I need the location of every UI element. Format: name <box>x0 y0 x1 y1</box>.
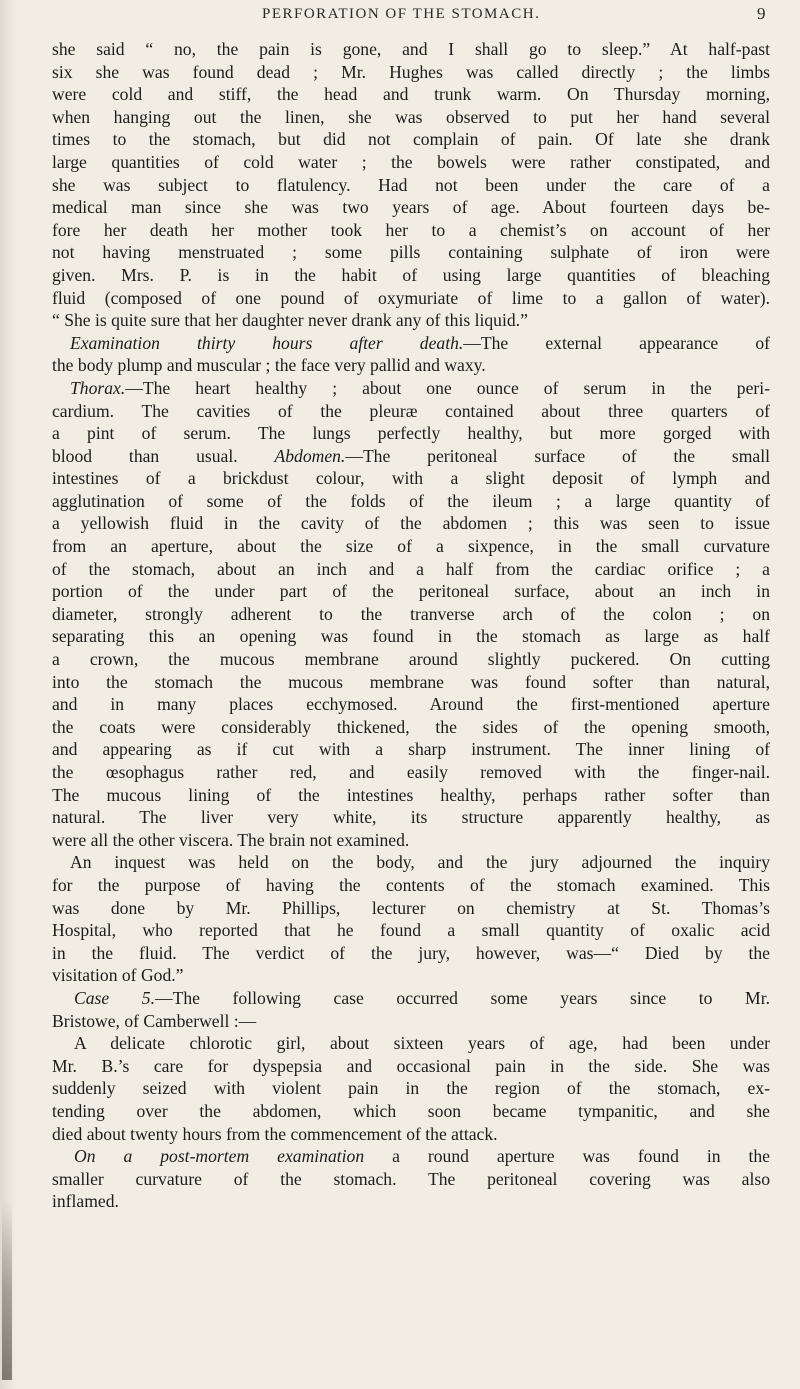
text-line: when hanging out the linen, she was observed to put her hand several <box>52 106 770 127</box>
text-line: the coats were considerably thickened, the sides of the opening smooth, <box>52 716 770 737</box>
text-line: of the stomach, about an inch and a half from the cardiac orifice ; a <box>52 558 770 579</box>
text-line: natural. The liver very white, its structure apparently healthy, as <box>52 807 770 828</box>
text-line: were all the other viscera. The brain not examined. <box>52 829 410 850</box>
text-line: tending over the abdomen, which soon became tympanitic, and she <box>52 1100 770 1121</box>
text-line: fore her death her mother took her to a chemist’s on account of her <box>52 219 770 240</box>
binding-shadow <box>2 1200 12 1380</box>
text-line: Case 5.—The following case occurred some years since to Mr. <box>74 987 770 1008</box>
text-line: Mr. B.’s care for dyspepsia and occasional pain in the side. She was <box>52 1055 770 1076</box>
text-line: a crown, the mucous membrane around slightly puckered. On cutting <box>52 649 770 670</box>
gutter-shadow <box>0 0 16 1389</box>
text-line: Hospital, who reported that he found a small quantity of oxalic acid <box>52 920 770 941</box>
text-line: six she was found dead ; Mr. Hughes was called directly ; the limbs <box>52 61 770 82</box>
body-text <box>52 38 770 1213</box>
text-line: An inquest was held on the body, and the jury adjourned the inquiry <box>70 852 770 873</box>
text-line: Bristowe, of Camberwell :— <box>52 1010 257 1031</box>
text-line: visitation of God.” <box>52 965 184 986</box>
text-line: she was subject to flatulency. Had not been under the care of a <box>52 174 770 195</box>
text-line: suddenly seized with violent pain in the region of the stomach, ex- <box>52 1078 770 1099</box>
text-line: portion of the under part of the peritoneal surface, about an inch in <box>52 581 770 602</box>
text-line: times to the stomach, but did not complain of pain. Of late she drank <box>52 129 770 150</box>
text-line: fluid (composed of one pound of oxymuriate of lime to a gallon of water). <box>52 287 770 308</box>
text-line: into the stomach the mucous membrane was found softer than natural, <box>52 671 770 692</box>
text-line: Thorax.—The heart healthy ; about one ounce of serum in the peri- <box>70 377 770 398</box>
text-line: blood than usual. Abdomen.—The peritoneal surface of the small <box>52 445 770 466</box>
text-line: On a post-mortem examination a round aperture was found in the <box>74 1146 770 1167</box>
text-line: cardium. The cavities of the pleuræ contained about three quarters of <box>52 400 770 421</box>
text-line: smaller curvature of the stomach. The peritoneal covering was also <box>52 1168 770 1189</box>
running-head <box>0 4 800 30</box>
page-number: 9 <box>757 4 766 23</box>
text-line: the œsophagus rather red, and easily removed with the finger-nail. <box>52 762 770 782</box>
text-line: inflamed. <box>52 1191 119 1212</box>
text-line: separating this an opening was found in the stomach as large as half <box>52 626 770 647</box>
text-line: intestines of a brickdust colour, with a slight deposit of lymph and <box>52 468 770 489</box>
text-line: medical man since she was two years of age. About fourteen days be- <box>52 197 770 218</box>
text-line: “ She is quite sure that her daughter never drank any of this liquid.” <box>52 310 528 331</box>
text-line: agglutination of some of the folds of the ileum ; a large quantity of <box>52 490 770 511</box>
text-line: she said “ no, the pain is gone, and I shall go to sleep.” At half-past <box>52 39 770 59</box>
text-line: and in many places ecchymosed. Around the first-mentioned aperture <box>52 694 770 715</box>
text-line: A delicate chlorotic girl, about sixteen years of age, had been under <box>74 1033 770 1054</box>
text-line: diameter, strongly adherent to the tranverse arch of the colon ; on <box>52 603 770 624</box>
text-line: not having menstruated ; some pills containing sulphate of iron were <box>52 242 770 263</box>
text-line: were cold and stiff, the head and trunk warm. On Thursday morning, <box>52 84 770 105</box>
text-line: large quantities of cold water ; the bowels were rather constipated, and <box>52 151 770 172</box>
text-line: and appearing as if cut with a sharp instrument. The inner lining of <box>52 739 770 760</box>
text-line: the body plump and muscular ; the face very pallid and waxy. <box>52 355 486 376</box>
text-line: was done by Mr. Phillips, lecturer on chemistry at St. Thomas’s <box>52 897 770 918</box>
text-line: from an aperture, about the size of a sixpence, in the small curvature <box>52 536 770 557</box>
running-title: PERFORATION OF THE STOMACH. <box>262 6 541 22</box>
text-line: a pint of serum. The lungs perfectly healthy, but more gorged with <box>52 423 770 444</box>
text-line: died about twenty hours from the commencement of the attack. <box>52 1123 498 1144</box>
text-line: for the purpose of having the contents of the stomach examined. This <box>52 874 770 895</box>
text-line: The mucous lining of the intestines healthy, perhaps rather softer than <box>52 784 770 805</box>
text-line: given. Mrs. P. is in the habit of using large quantities of bleaching <box>52 264 770 285</box>
text-line: Examination thirty hours after death.—The external appearance of <box>70 332 771 353</box>
text-line: in the fluid. The verdict of the jury, however, was—“ Died by the <box>52 942 770 963</box>
text-line: a yellowish fluid in the cavity of the abdomen ; this was seen to issue <box>52 513 770 534</box>
